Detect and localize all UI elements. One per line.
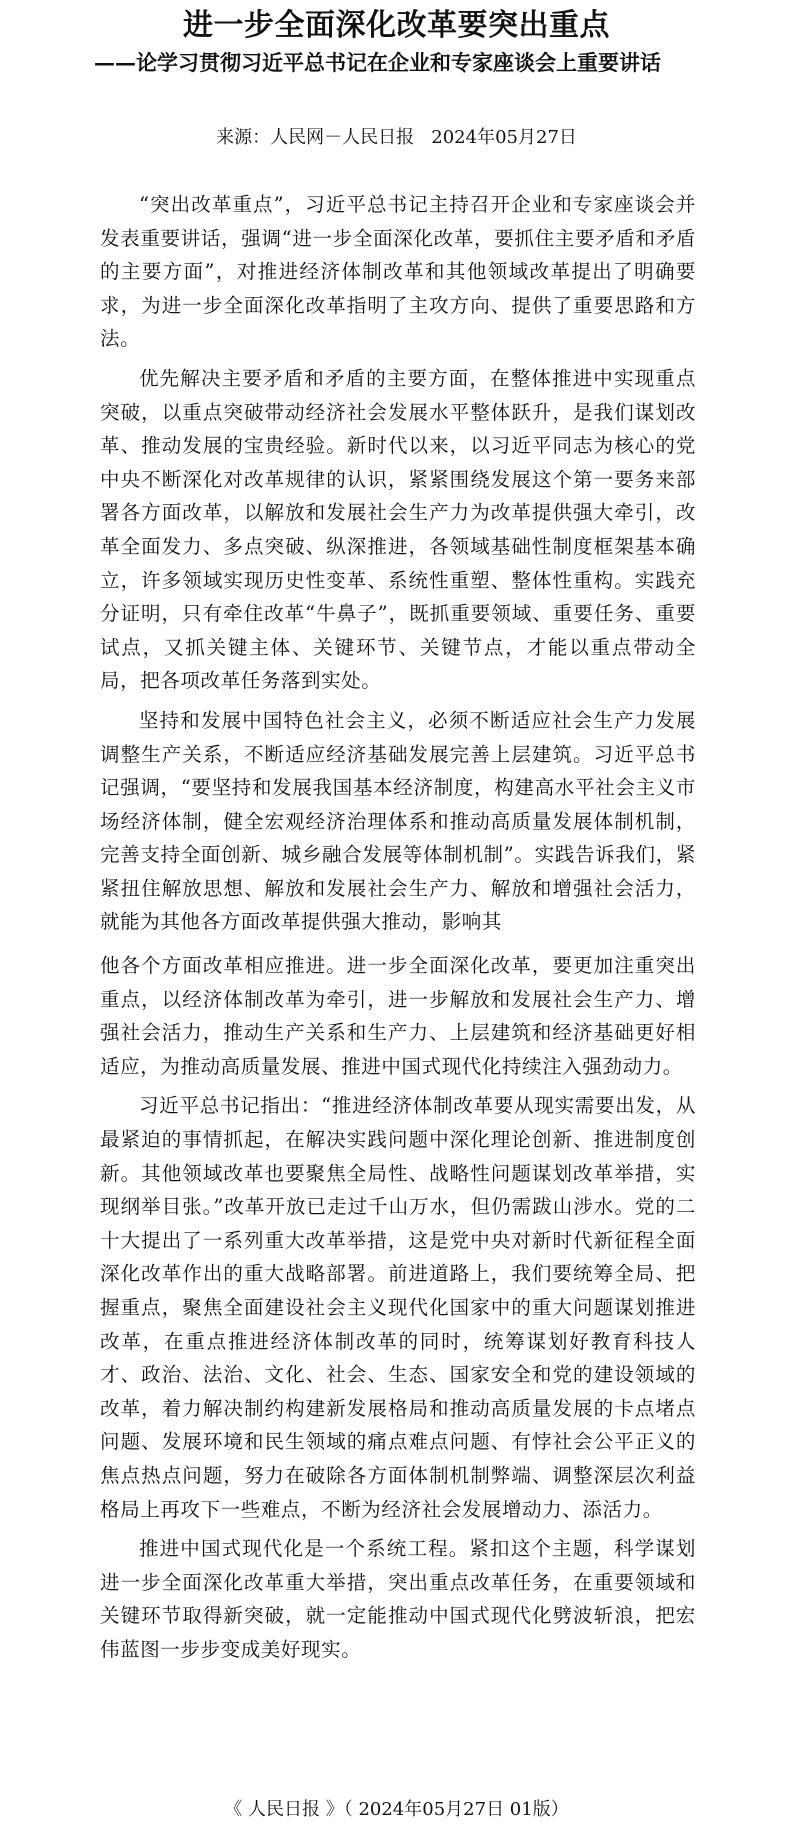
paragraph: “突出改革重点”，习近平总书记主持召开企业和专家座谈会并发表重要讲话，强调“进一步全面深化改革，要抓住主要矛盾和矛盾的主要方面”，对推进经济体制改革和其他领域改革提出了明确要求，为进一步全面深化改革指明了主攻方向、提供了重要思路和方法。 xyxy=(100,193,696,351)
article-title: 进一步全面深化改革要突出重点 xyxy=(183,8,610,43)
paragraph: 优先解决主要矛盾和矛盾的主要方面，在整体推进中实现重点突破，以重点突破带动经济社会发展水平整体跃升，是我们谋划改革、推动发展的宝贵经验。新时代以来，以习近平同志为核心的党中央不断深化对改革规律的认识，紧紧围绕发展这个第一要务来部署各方面改革，以解放和发展社会生产力为改革提供强大牵引，改革全面发力、多点突破、纵深推进，各领域基础性制度框架基本确立，许多领域实现历史性变革、系统性重塑、整体性重构。实践充分证明，只有牵住改革“牛鼻子”，既抓重要领域、重要任务、重要试点，又抓关键主体、关键环节、关键节点，才能以重点带动全局，把各项改革任务落到实处。 xyxy=(100,366,696,693)
paragraph: 坚持和发展中国特色社会主义，必须不断适应社会生产力发展调整生产关系，不断适应经济基础发展完善上层建筑。习近平总书记强调，“要坚持和发展我国基本经济制度，构建高水平社会主义市场经济体制，健全宏观经济治理体系和推动高质量发展体制机制，完善支持全面创新、城乡融合发展等体制机制”。实践告诉我们，紧紧扭住解放思想、解放和发展社会生产力、解放和增强社会活力，就能为其他各方面改革提供强大推动，影响其 xyxy=(100,708,696,934)
publication-footer: 《 人民日报 》（ 2024年05月27日 01版） xyxy=(224,1799,569,1820)
paragraph-continuation: 他各个方面改革相应推进。进一步全面深化改革，要更加注重突出重点，以经济体制改革为牵引，进一步解放和发展社会生产力、增强社会活力，推动生产关系和生产力、上层建筑和经济基础更好相适应，为推动高质量发展、推进中国式现代化持续注入强劲动力。 xyxy=(100,954,696,1078)
article-subtitle: ——论学习贯彻习近平总书记在企业和专家座谈会上重要讲话 xyxy=(94,50,661,75)
paragraph: 习近平总书记指出：“推进经济体制改革要从现实需要出发，从最紧迫的事情抓起，在解决实践问题中深化理论创新、推进制度创新。其他领域改革也要聚焦全局性、战略性问题谋划改革举措，实现纲举目张。”改革开放已走过千山万水，但仍需跋山涉水。党的二十大提出了一系列重大改革举措，这是党中央对新时代新征程全面深化改革作出的重大战略部署。前进道路上，我们要统筹全局、把握重点，聚焦全面建设社会主义现代化国家中的重大问题谋划推进改革，在重点推进经济体制改革的同时，统筹谋划好教育科技人才、政治、法治、文化、社会、生态、国家安全和党的建设领域的改革，着力解决制约构建新发展格局和推动高质量发展的卡点堵点问题、发展环境和民生领域的痛点难点问题、有悖社会公平正义的焦点热点问题，努力在破除各方面体制机制弊端、调整深层次利益格局上再攻下一些难点，不断为经济社会发展增动力、添活力。 xyxy=(100,1094,696,1521)
article-body xyxy=(100,188,696,1673)
article-source-line: 来源：人民网－人民日报 2024年05月27日 xyxy=(216,127,577,148)
paragraph: 推进中国式现代化是一个系统工程。紧扣这个主题，科学谋划进一步全面深化改革重大举措，突出重点改革任务，在重要领域和关键环节取得新突破，就一定能推动中国式现代化劈波斩浪，把宏伟蓝图一步步变成美好现实。 xyxy=(100,1537,696,1661)
